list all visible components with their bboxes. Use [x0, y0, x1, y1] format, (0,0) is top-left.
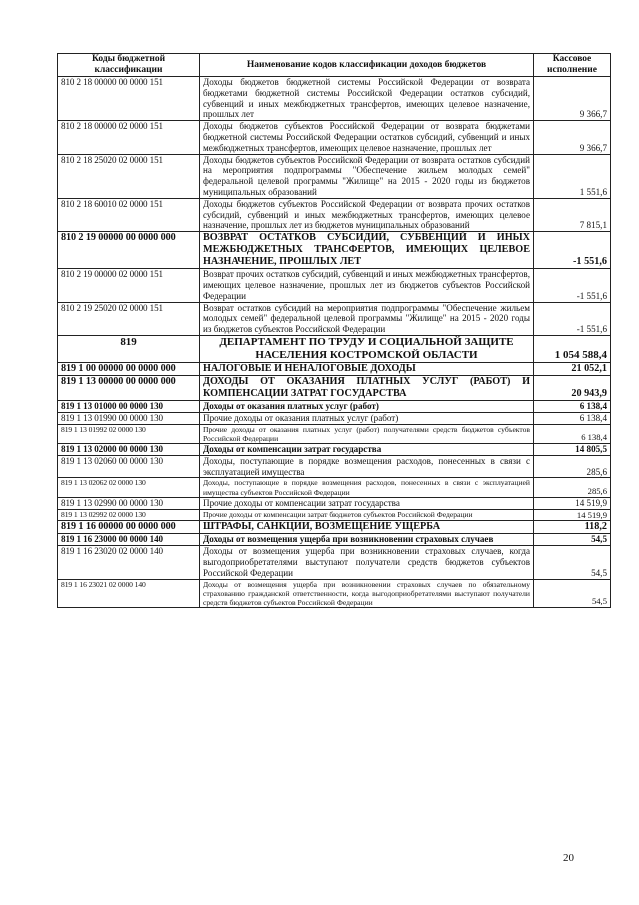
table-row [58, 77, 611, 121]
table-row [58, 302, 611, 335]
row-code: 810 2 18 25020 02 0000 151 [58, 154, 200, 198]
row-amount: 6 138,4 [534, 400, 611, 412]
table-row [58, 521, 611, 534]
row-amount: 14 805,5 [534, 443, 611, 455]
row-amount: 9 366,7 [534, 77, 611, 121]
row-amount: 54,5 [534, 546, 611, 579]
table-header-row [58, 54, 611, 77]
table-row [58, 269, 611, 302]
revenue-table-sheet [57, 53, 610, 608]
row-name: ВОЗВРАТ ОСТАТКОВ СУБСИДИЙ, СУБВЕНЦИЙ И ИНЫХ МЕЖБЮДЖЕТНЫХ ТРАНСФЕРТОВ, ИМЕЮЩИХ ЦЕЛЕВОЕ НАЗНАЧЕНИЕ, ПРОШЛЫХ ЛЕТ [200, 232, 534, 269]
table-row [58, 121, 611, 154]
table-row [58, 509, 611, 521]
row-code: 819 [58, 335, 200, 362]
row-code: 810 2 18 00000 02 0000 151 [58, 121, 200, 154]
row-name: Возврат прочих остатков субсидий, субвенций и иных межбюджетных трансфертов, имеющих целевое назначение, прошлых лет из бюджетов субъектов Российской Федерации [200, 269, 534, 302]
row-amount: 6 138,4 [534, 424, 611, 443]
table-row [58, 546, 611, 579]
table-row [58, 198, 611, 231]
row-code: 819 1 13 02062 02 0000 130 [58, 478, 200, 497]
row-name: Доходы бюджетов бюджетной системы Российской Федерации от возврата бюджетами бюджетной системы Российской Федерации остатков субсидий, субвенций и иных межбюджетных трансфертов, имеющих целевое назначение, прошлых лет [200, 77, 534, 121]
col-header-amount: Кассовое исполнение [534, 54, 611, 77]
row-code: 819 1 16 23020 02 0000 140 [58, 546, 200, 579]
row-code: 819 1 16 00000 00 0000 000 [58, 521, 200, 534]
row-code: 819 1 16 23021 02 0000 140 [58, 579, 200, 608]
row-code: 810 2 18 60010 02 0000 151 [58, 198, 200, 231]
row-name: Доходы бюджетов субъектов Российской Федерации от возврата бюджетами бюджетной системы Российской Федерации остатков субсидий, субвенций и иных межбюджетных трансфертов, имеющих целевое назначение, прошлых лет [200, 121, 534, 154]
table-row [58, 232, 611, 269]
row-code: 810 2 19 25020 02 0000 151 [58, 302, 200, 335]
row-amount: 1 551,6 [534, 154, 611, 198]
row-name: Доходы от возмещения ущерба при возникновении страховых случаев, когда выгодоприобретателями выступают получатели средств бюджетов субъектов Российской Федерации [200, 546, 534, 579]
table-row [58, 400, 611, 412]
table-body [58, 77, 611, 608]
table-row [58, 443, 611, 455]
table-row [58, 534, 611, 546]
table-row [58, 478, 611, 497]
page-number: 20 [563, 852, 574, 864]
table-row [58, 335, 611, 362]
row-amount: 54,5 [534, 534, 611, 546]
row-name: Доходы бюджетов субъектов Российской Федерации от возврата остатков субсидий на мероприятия подпрограммы "Обеспечение жильем молодых семей" федеральной целевой программы "Жилище" на 2015 - 2020 годы из бюджетов муниципальных образований [200, 154, 534, 198]
revenue-table [57, 53, 611, 608]
row-name: Возврат остатков субсидий на мероприятия подпрограммы "Обеспечение жильем молодых семей" федеральной целевой программы "Жилище" на 2015 - 2020 годы из бюджетов субъектов Российской Федерации [200, 302, 534, 335]
row-amount: 285,6 [534, 478, 611, 497]
row-amount: -1 551,6 [534, 302, 611, 335]
row-name: ШТРАФЫ, САНКЦИИ, ВОЗМЕЩЕНИЕ УЩЕРБА [200, 521, 534, 534]
table-row [58, 455, 611, 478]
row-amount: 20 943,9 [534, 375, 611, 400]
row-code: 810 2 19 00000 00 0000 000 [58, 232, 200, 269]
col-header-code: Коды бюджетной классификации [58, 54, 200, 77]
row-name: Доходы от оказания платных услуг (работ) [200, 400, 534, 412]
row-name: Доходы, поступающие в порядке возмещения расходов, понесенных в связи с эксплуатацией имущества [200, 455, 534, 478]
row-code: 819 1 00 00000 00 0000 000 [58, 362, 200, 375]
col-header-name: Наименование кодов классификации доходов бюджетов [200, 54, 534, 77]
row-name: ДЕПАРТАМЕНТ ПО ТРУДУ И СОЦИАЛЬНОЙ ЗАЩИТЕ НАСЕЛЕНИЯ КОСТРОМСКОЙ ОБЛАСТИ [200, 335, 534, 362]
row-code: 810 2 19 00000 02 0000 151 [58, 269, 200, 302]
row-code: 819 1 13 02992 02 0000 130 [58, 509, 200, 521]
row-name: Прочие доходы от оказания платных услуг (работ) [200, 412, 534, 424]
table-row [58, 579, 611, 608]
table-row [58, 375, 611, 400]
row-code: 819 1 13 02000 00 0000 130 [58, 443, 200, 455]
row-code: 819 1 13 02990 00 0000 130 [58, 497, 200, 509]
row-amount: -1 551,6 [534, 269, 611, 302]
table-row [58, 362, 611, 375]
row-name: Прочие доходы от оказания платных услуг (работ) получателями средств бюджетов субъектов Российской Федерации [200, 424, 534, 443]
row-amount: 285,6 [534, 455, 611, 478]
row-name: Прочие доходы от компенсации затрат бюджетов субъектов Российской Федерации [200, 509, 534, 521]
row-code: 819 1 13 01990 00 0000 130 [58, 412, 200, 424]
row-code: 810 2 18 00000 00 0000 151 [58, 77, 200, 121]
table-row [58, 424, 611, 443]
table-row [58, 154, 611, 198]
table-row [58, 497, 611, 509]
row-name: Доходы, поступающие в порядке возмещения расходов, понесенных в связи с эксплуатацией имущества субъектов Российской Федерации [200, 478, 534, 497]
row-name: Доходы от возмещения ущерба при возникновении страховых случаев по обязательному страхованию гражданской ответственности, когда выгодоприобретателями выступают получатели средств бюджетов субъектов Российской Федерации [200, 579, 534, 608]
row-code: 819 1 13 01992 02 0000 130 [58, 424, 200, 443]
row-name: НАЛОГОВЫЕ И НЕНАЛОГОВЫЕ ДОХОДЫ [200, 362, 534, 375]
row-name: Доходы от компенсации затрат государства [200, 443, 534, 455]
row-amount: 7 815,1 [534, 198, 611, 231]
row-code: 819 1 13 01000 00 0000 130 [58, 400, 200, 412]
row-amount: 118,2 [534, 521, 611, 534]
row-amount: 21 052,1 [534, 362, 611, 375]
row-name: Доходы от возмещения ущерба при возникновении страховых случаев [200, 534, 534, 546]
row-amount: 14 519,9 [534, 497, 611, 509]
row-code: 819 1 13 02060 00 0000 130 [58, 455, 200, 478]
row-name: ДОХОДЫ ОТ ОКАЗАНИЯ ПЛАТНЫХ УСЛУГ (РАБОТ) И КОМПЕНСАЦИИ ЗАТРАТ ГОСУДАРСТВА [200, 375, 534, 400]
row-name: Прочие доходы от компенсации затрат государства [200, 497, 534, 509]
table-row [58, 412, 611, 424]
row-amount: 1 054 588,4 [534, 335, 611, 362]
row-code: 819 1 16 23000 00 0000 140 [58, 534, 200, 546]
row-amount: 54,5 [534, 579, 611, 608]
row-name: Доходы бюджетов субъектов Российской Федерации от возврата прочих остатков субсидий, субвенций и иных межбюджетных трансфертов, имеющих целевое назначение, прошлых лет из бюджетов муниципальных образований [200, 198, 534, 231]
row-code: 819 1 13 00000 00 0000 000 [58, 375, 200, 400]
row-amount: 14 519,9 [534, 509, 611, 521]
row-amount: 6 138,4 [534, 412, 611, 424]
row-amount: -1 551,6 [534, 232, 611, 269]
row-amount: 9 366,7 [534, 121, 611, 154]
